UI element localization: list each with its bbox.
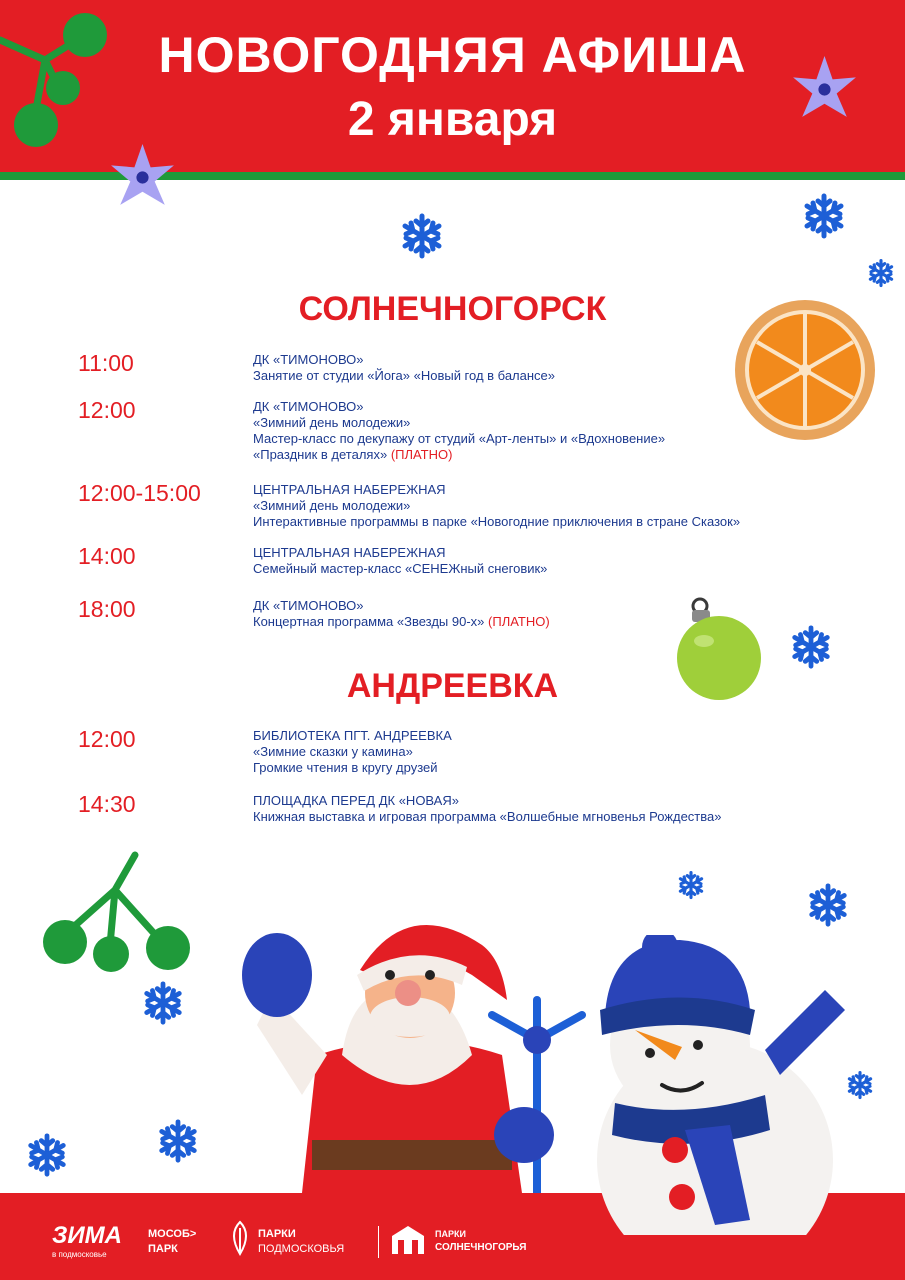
event-venue: ЦЕНТРАЛЬНАЯ НАБЕРЕЖНАЯ — [253, 545, 446, 560]
event-line: Мастер-класс по декупажу от студий «Арт-ленты» и «Вдохновение» — [253, 431, 666, 446]
event-line: Семейный мастер-класс «СЕНЕЖный снеговик» — [253, 561, 548, 576]
event-description — [253, 482, 740, 530]
event-time: 12:00-15:00 — [78, 480, 201, 506]
parki-solnechnogorya-logo-line2: СОЛНЕЧНОГОРЬЯ — [435, 1242, 527, 1253]
parki-podmoskovya-logo-line2: ПОДМОСКОВЬЯ — [258, 1243, 345, 1255]
snowflake-icon — [805, 882, 851, 928]
paid-badge: (ПЛАТНО) — [488, 614, 550, 629]
event-description — [253, 598, 550, 630]
berry-branch-icon — [0, 0, 120, 150]
parki-solnechnogorya-icon — [388, 1222, 428, 1256]
parki-podmoskovya-logo-line1: ПАРКИ — [258, 1228, 296, 1240]
snowflake-icon — [800, 192, 848, 240]
event-description — [253, 728, 452, 776]
event-line: «Зимний день молодежи» — [253, 498, 411, 513]
event-line-with-paid — [253, 447, 665, 463]
mosobpark-logo-line2: ПАРК — [148, 1243, 178, 1255]
star-icon — [105, 140, 180, 215]
event-line: Занятие от студии «Йога» «Новый год в балансе» — [253, 368, 556, 383]
event-line: Концертная программа «Звезды 90-х» — [253, 614, 485, 629]
snowflake-icon — [140, 980, 186, 1026]
berry-branch-icon — [40, 850, 195, 975]
event-time: 14:00 — [78, 543, 136, 569]
santa-claus-icon — [232, 905, 602, 1193]
event-venue: ДК «ТИМОНОВО» — [253, 352, 364, 367]
city-heading: АНДРЕЕВКА — [346, 667, 559, 705]
event-line: Книжная выставка и игровая программа «Волшебные мгновенья Рождества» — [253, 809, 722, 824]
page-title: НОВОГОДНЯЯ АФИША — [158, 27, 747, 83]
snowflake-icon — [398, 212, 446, 260]
event-time: 11:00 — [78, 350, 134, 376]
zima-logo: ЗИМА — [52, 1222, 123, 1249]
event-venue: БИБЛИОТЕКА ПГТ. АНДРЕЕВКА — [253, 728, 452, 743]
event-description — [253, 399, 665, 463]
event-line: «Праздник в деталях» — [253, 447, 388, 462]
event-description — [253, 545, 547, 577]
snowflake-icon — [866, 258, 896, 288]
logo-divider — [378, 1226, 379, 1258]
zima-logo-subtitle: в подмосковье — [52, 1250, 107, 1259]
event-venue: ДК «ТИМОНОВО» — [253, 399, 364, 414]
event-description — [253, 352, 555, 384]
event-line: Интерактивные программы в парке «Новогодние приключения в стране Сказок» — [253, 514, 741, 529]
page-date: 2 января — [347, 93, 558, 146]
event-line-with-paid — [253, 614, 550, 630]
snowflake-icon — [155, 1118, 201, 1164]
event-time: 18:00 — [78, 596, 136, 622]
paid-badge: (ПЛАТНО) — [390, 447, 453, 462]
event-line: Громкие чтения в кругу друзей — [253, 760, 438, 775]
snowflake-icon — [788, 624, 834, 670]
event-venue: ЦЕНТРАЛЬНАЯ НАБЕРЕЖНАЯ — [253, 482, 446, 497]
event-venue: ДК «ТИМОНОВО» — [253, 598, 364, 613]
event-line: «Зимний день молодежи» — [253, 415, 411, 430]
park-leaf-icon — [226, 1220, 254, 1256]
event-line: «Зимние сказки у камина» — [253, 744, 413, 759]
snowman-icon — [590, 935, 905, 1235]
star-icon — [787, 52, 862, 127]
city-heading: СОЛНЕЧНОГОРСК — [298, 290, 607, 328]
mosobpark-logo-line1: МОСОБ> — [148, 1228, 197, 1240]
snowflake-icon — [676, 870, 706, 900]
event-time: 14:30 — [78, 791, 136, 817]
event-time: 12:00 — [78, 397, 136, 423]
parki-solnechnogorya-logo-line1: ПАРКИ — [435, 1229, 466, 1239]
event-venue: ПЛОЩАДКА ПЕРЕД ДК «НОВАЯ» — [253, 793, 459, 808]
snowflake-icon — [24, 1132, 70, 1178]
event-description — [253, 793, 721, 825]
event-time: 12:00 — [78, 726, 136, 752]
